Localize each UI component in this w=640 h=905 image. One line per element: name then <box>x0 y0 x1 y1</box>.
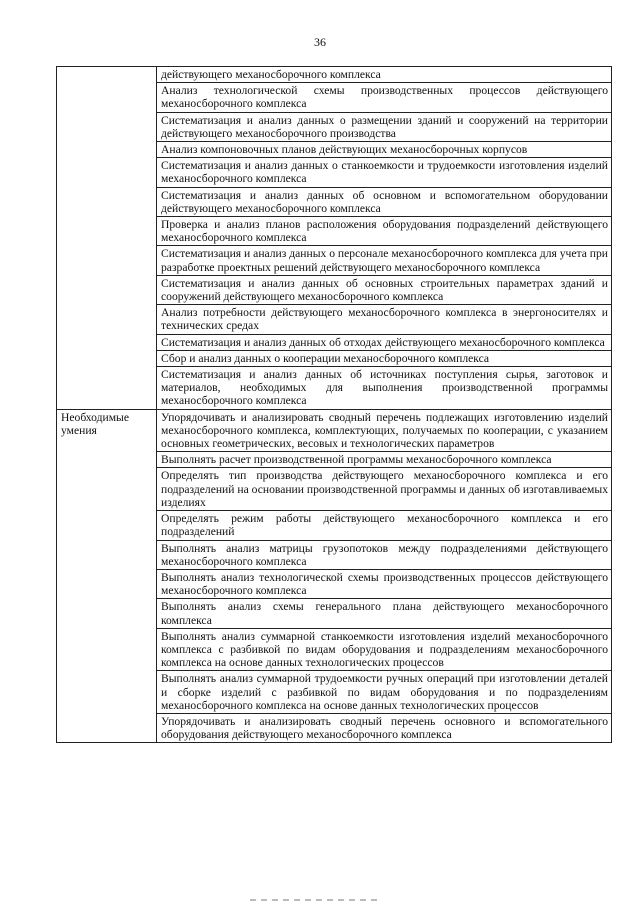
table-cell: Систематизация и анализ данных об основном и вспомогательном оборудовании действующего механосборочного комплекса <box>157 187 612 216</box>
table-cell: Выполнять анализ суммарной станкоемкости изготовления изделий механосборочного комплекса с разбивкой по видам оборудования и подразделениям механосборочного комплекса на основе данных технологических процессов <box>157 628 612 671</box>
table-cell: Сбор и анализ данных о кооперации механосборочного комплекса <box>157 350 612 366</box>
row-label-empty <box>57 67 157 410</box>
page-number: 36 <box>314 35 326 49</box>
table-cell: Упорядочивать и анализировать сводный перечень основного и вспомогательного оборудования действующего механосборочного комплекса <box>157 713 612 742</box>
table-cell: Анализ технологической схемы производственных процессов действующего механосборочного комплекса <box>157 83 612 112</box>
table-cell: Анализ потребности действующего механосборочного комплекса в энергоносителях и технических средах <box>157 305 612 334</box>
table-cell: Систематизация и анализ данных о персонале механосборочного комплекса для учета при разработке проектных решений действующего механосборочного комплекса <box>157 246 612 275</box>
table-cell: Определять тип производства действующего механосборочного комплекса и его подразделений на основании производственной программы и данных об изготавливаемых изделиях <box>157 468 612 511</box>
table-cell: Выполнять анализ матрицы грузопотоков между подразделениями действующего механосборочного комплекса <box>157 540 612 569</box>
table-cell: Систематизация и анализ данных об источниках поступления сырья, заготовок и материалов, необходимых для выполнения производственной программы механосборочного комплекса <box>157 367 612 410</box>
table-cell: Систематизация и анализ данных об основных строительных параметрах зданий и сооружений действующего механосборочного комплекса <box>157 275 612 304</box>
table-cell: Систематизация и анализ данных об отходах действующего механосборочного комплекса <box>157 334 612 350</box>
table-cell: Выполнять анализ суммарной трудоемкости ручных операций при изготовлении деталей и сборке изделий с разбивкой по видам оборудования и по подразделениям механосборочного комплекса на основе данных технологических процессов <box>157 671 612 714</box>
table-cell: Упорядочивать и анализировать сводный перечень подлежащих изготовлению изделий механосборочного комплекса, комплектующих, получаемых по кооперации, с указанием основных геометрических, весовых и технологических параметров <box>157 409 612 452</box>
table-cell: Выполнять расчет производственной программы механосборочного комплекса <box>157 452 612 468</box>
table-cell: Определять режим работы действующего механосборочного комплекса и его подразделений <box>157 511 612 540</box>
table-row <box>57 67 612 83</box>
row-label-required-skills: Необходимые умения <box>57 409 157 743</box>
table-cell: Выполнять анализ технологической схемы производственных процессов действующего механосборочного комплекса <box>157 569 612 598</box>
table-cell: Проверка и анализ планов расположения оборудования подразделений действующего механосборочного комплекса <box>157 217 612 246</box>
requirements-table <box>56 66 612 743</box>
table-cell: Систематизация и анализ данных о размещении зданий и сооружений на территории действующего механосборочного производства <box>157 112 612 141</box>
table-cell: Выполнять анализ схемы генерального плана действующего механосборочного комплекса <box>157 599 612 628</box>
scan-artifact <box>250 899 380 901</box>
table-row <box>57 409 612 452</box>
table-cell: действующего механосборочного комплекса <box>157 67 612 83</box>
table-cell: Систематизация и анализ данных о станкоемкости и трудоемкости изготовления изделий механосборочного комплекса <box>157 158 612 187</box>
table-cell: Анализ компоновочных планов действующих механосборочных корпусов <box>157 142 612 158</box>
